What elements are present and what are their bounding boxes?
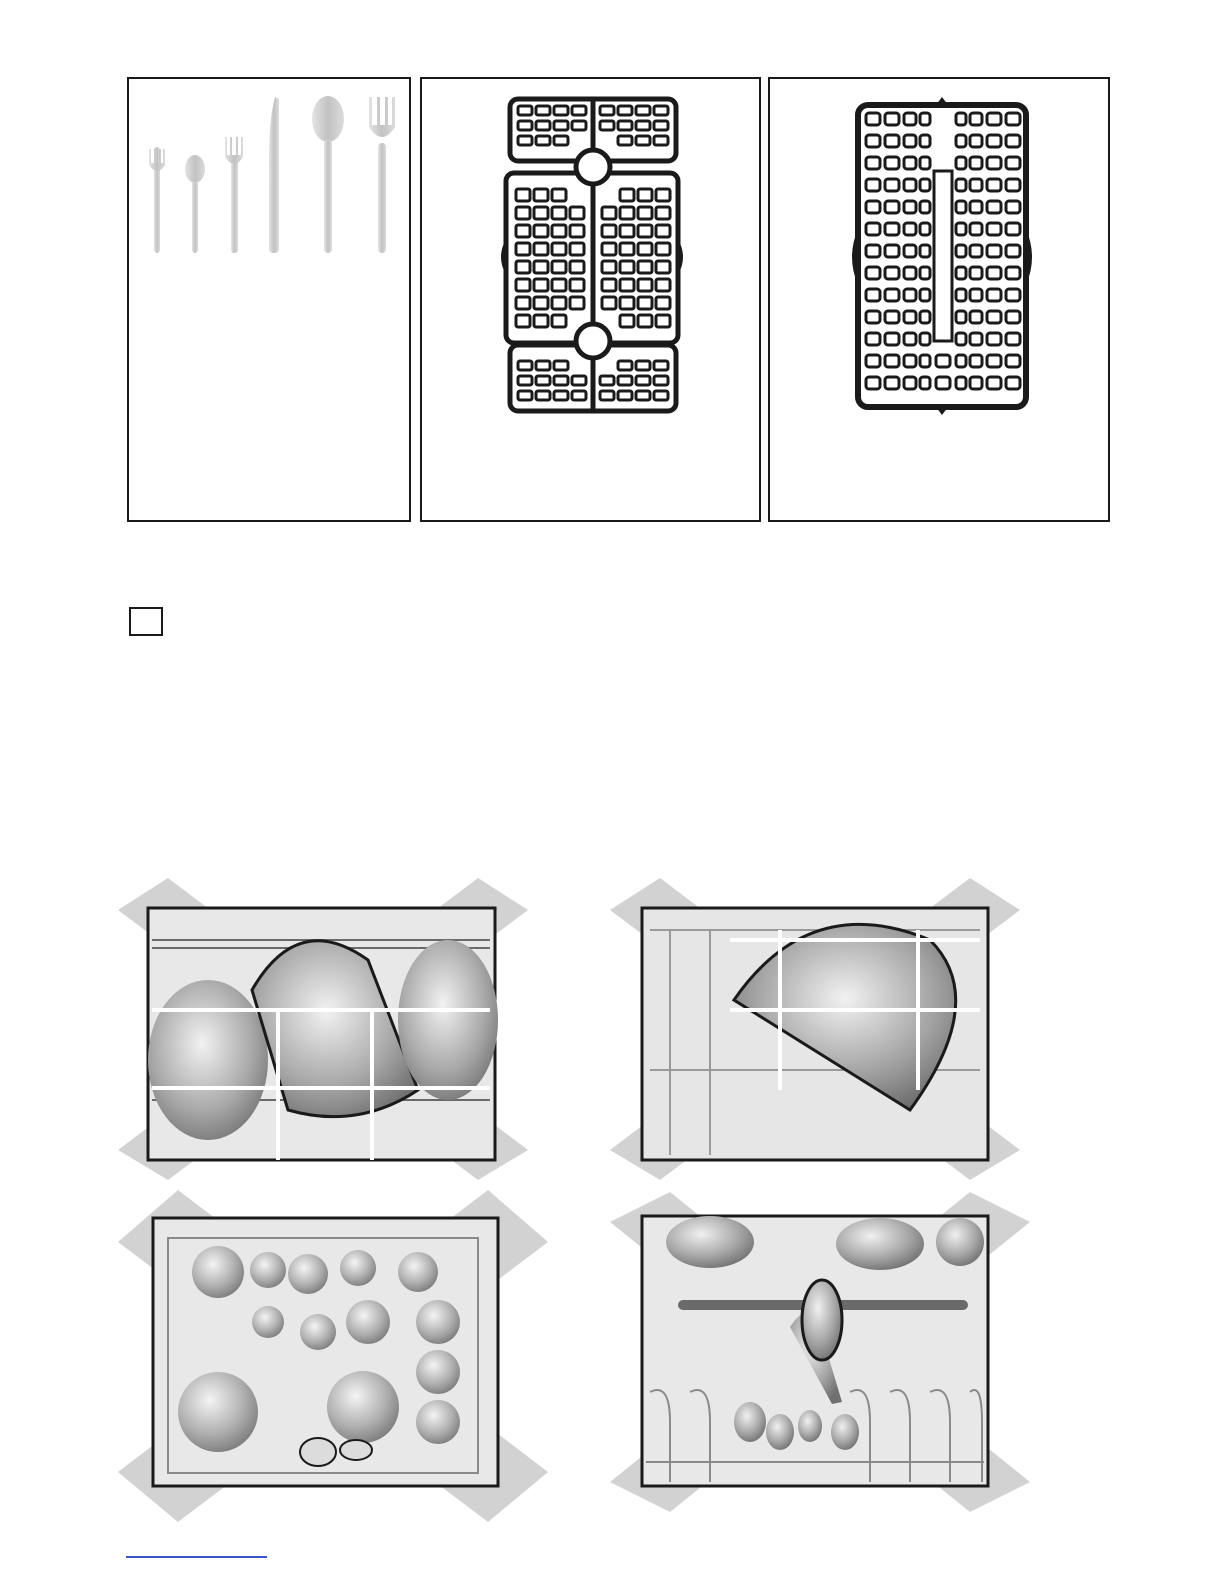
fork-icon bbox=[149, 147, 165, 253]
overloaded-upper-rack-illustration bbox=[118, 1182, 548, 1522]
upper-rack-large-bowl-illustration bbox=[610, 870, 1020, 1180]
footer-rule bbox=[126, 1556, 267, 1558]
upper-rack-bowls-illustration bbox=[118, 870, 528, 1180]
single-grid-panel bbox=[768, 77, 1110, 522]
teaspoon-icon bbox=[185, 155, 205, 253]
arrow-down-icon bbox=[936, 407, 948, 415]
split-grid-panel bbox=[420, 77, 761, 522]
lower-rack-spoon-illustration bbox=[610, 1182, 1030, 1522]
spoon-icon bbox=[312, 96, 344, 253]
knife-icon bbox=[269, 97, 279, 253]
cutlery-set-icon bbox=[129, 79, 408, 519]
cutlery-set-panel bbox=[127, 77, 411, 522]
single-grid-icon bbox=[770, 79, 1107, 519]
fork-icon bbox=[369, 97, 395, 253]
split-grid-icon bbox=[422, 79, 758, 519]
checkbox[interactable] bbox=[129, 607, 163, 636]
fork-icon bbox=[225, 137, 243, 253]
arrow-up-icon bbox=[936, 97, 948, 105]
